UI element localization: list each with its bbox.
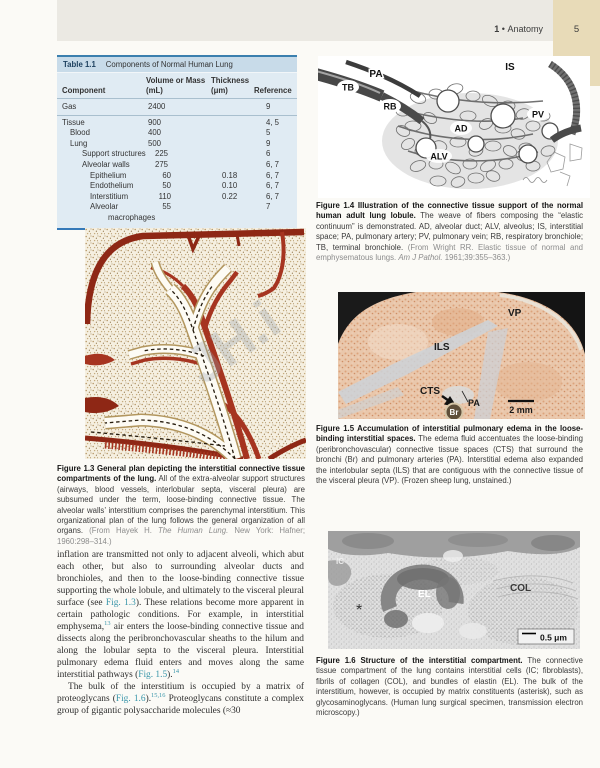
cell-component: Epithelium (90, 170, 127, 180)
cell-volume: 900 (148, 117, 162, 127)
figure-1-4-caption (316, 201, 583, 263)
cell-component: Support structures (82, 149, 146, 159)
figure-1-3-image (85, 228, 306, 464)
cell-volume: 60 (162, 170, 171, 180)
body-text-segment: ). These relations become more apparent in certain pathologic conditions. For example, in interstitial emphysema, (57, 598, 304, 632)
figure-number: Figure 1.6 (316, 656, 356, 665)
cell-thickness: 0.10 (222, 181, 238, 191)
table-body (57, 99, 297, 230)
table-row (57, 139, 297, 150)
label-cts: CTS (420, 386, 440, 397)
figure-number: Figure 1.3 (57, 464, 95, 473)
figure-title: Illustration of the connective tissue support of the normal human adult lung lobule. (316, 201, 583, 221)
cell-reference: 6 (266, 149, 271, 159)
table-label: Table 1.1 (63, 60, 96, 69)
cell-thickness: 0.18 (222, 170, 238, 180)
figure-1-5-image (338, 292, 585, 424)
col-header-volume-2: (mL) (146, 86, 163, 95)
cell-reference: 6, 7 (266, 159, 280, 169)
reference-link[interactable]: 15,16 (151, 691, 166, 699)
cell-reference: 9 (266, 138, 271, 148)
cell-reference: 6, 7 (266, 181, 280, 191)
figure-title: General plan depicting the interstitial connective tissue compartments of the lung. (57, 464, 306, 484)
paragraph (57, 549, 304, 681)
body-text-segment: inflation are transmitted not only to adjacent alveoli, which abut each other, but also to surrounding alveolar ducts and bronchioles, and then to the loose-binding connective tissue supporting the whole lobule, and ultimately to the visceral pleural surface (see (57, 550, 304, 608)
col-header-volume-1: Volume or Mass (146, 76, 206, 85)
table-1-1 (57, 55, 297, 230)
table-row (57, 160, 297, 171)
label-ad: AD (454, 123, 468, 134)
table-row (57, 149, 297, 160)
figure-caption-text: All of the extra-alveolar support structures (airways, blood vessels, interlobular septa, visceral pleura) are subsumed under the term, loose-binding connective tissue. The alveolar walls’ interstitium comprises the parenchymal interstitium. This organizational plan of the lung follows the general organization of all organs. (57, 474, 305, 536)
cell-volume: 110 (158, 191, 171, 201)
label-br: Br (449, 408, 459, 417)
label-alv: ALV (430, 151, 448, 162)
figure-title: Accumulation of interstitial pulmonary edema in the loose-binding interstitial spaces. (316, 424, 583, 444)
cell-component: Lung (70, 138, 88, 148)
scale-label: 0.5 μm (540, 632, 567, 643)
cell-reference: 4, 5 (266, 117, 280, 127)
label-asterisk: * (356, 602, 363, 619)
figure-source: (From Hayek H. (89, 526, 159, 536)
label-el: EL (418, 589, 431, 600)
cell-component: Alveolar walls (82, 159, 130, 169)
table-header-row (57, 72, 297, 99)
cell-reference: 9 (266, 102, 271, 111)
figure-title: Structure of the interstitial compartment. (360, 656, 523, 665)
cell-reference: 6, 7 (266, 191, 280, 201)
table-row (57, 128, 297, 139)
running-header-bar (57, 0, 553, 41)
figure-source-tail: New York: Hafner; 1960:298–314.) (57, 526, 305, 546)
figure-caption-text: The edema fluid accentuates the loose-binding (peribronchovascular) connective tissue spaces (CTS) that surround the bronchi (Br) and pulmonary arteries (PA). Interstitial edema also expanded the interlobular septa (ILS) that are contiguous with the connective tissue of the visceral pleura (VP). (Frozen sheep lung, unstained.) (316, 434, 583, 486)
body-text-segment: Proteoglycans constitute a complex group of gigantic polysaccharide molecules (≈30 (57, 694, 304, 716)
cell-component: Gas (62, 102, 77, 111)
section-title: Anatomy (507, 24, 543, 34)
figure-1-3-caption (57, 464, 305, 547)
chapter-number: 1 (494, 24, 500, 34)
cell-thickness: 0.22 (222, 191, 238, 201)
cell-component: Endothelium (90, 181, 134, 191)
cell-volume: 275 (155, 159, 169, 169)
watermark-text: JH.i (175, 289, 292, 396)
figure-number: Figure 1.5 (316, 424, 355, 433)
figure-1-4-image (318, 56, 590, 203)
figure-1-6-caption (316, 656, 583, 718)
body-text-segment: air enters the loose-binding connective tissue and dissects along the peribronchovascular sheaths to the hilum and along the lobular septa to the visceral pleura. Interstitial pulmonary edema fluid enters and moves along the same interstitial pathways ( (57, 622, 304, 680)
reference-link[interactable]: 14 (172, 667, 180, 675)
table-row (57, 102, 297, 116)
figure-1-6-image (328, 531, 580, 654)
label-ils: ILS (434, 342, 450, 353)
figure-source-tail: 1961;39:355–363.) (442, 253, 511, 263)
col-header-reference: Reference (254, 86, 292, 95)
scale-label: 2 mm (509, 405, 533, 415)
figure-link[interactable]: Fig. 1.5 (138, 670, 168, 680)
table-row (57, 192, 297, 203)
cell-volume: 500 (148, 138, 162, 148)
figure-source-italic: Am J Pathol. (398, 253, 443, 263)
label-pv: PV (531, 109, 545, 120)
cell-reference: 7 (266, 202, 271, 212)
body-text-segment: The bulk of the interstitium is occupied by a matrix of proteoglycans ( (57, 682, 304, 704)
figure-1-5-caption (316, 424, 583, 486)
label-vp: VP (508, 308, 522, 319)
cell-reference: 6, 7 (266, 170, 280, 180)
cell-component: Blood (70, 128, 90, 138)
table-title: Components of Normal Human Lung (105, 60, 233, 69)
label-pa: PA (369, 69, 383, 80)
header-bullet: • (501, 24, 505, 34)
label-is: IS (505, 62, 515, 73)
label-pa: PA (468, 398, 480, 408)
figure-source-italic: The Human Lung. (158, 526, 229, 536)
figure-link[interactable]: Fig. 1.6 (115, 694, 146, 704)
label-rb: RB (383, 101, 397, 112)
body-text (57, 549, 304, 717)
cell-volume: 50 (162, 181, 171, 191)
figure-source: (From Wright RR. Elastic tissue of normal and emphysematous lungs. (316, 242, 583, 263)
col-header-thickness-2: (μm) (211, 86, 228, 95)
figure-number: Figure 1.4 (316, 201, 355, 210)
cell-component: Alveolar macrophages (57, 202, 297, 223)
running-header (494, 24, 543, 34)
cell-component: Interstitium (90, 191, 129, 201)
label-tb: TB (342, 82, 354, 93)
table-row (57, 118, 297, 129)
page-number: 5 (573, 24, 580, 35)
table-row (57, 171, 297, 182)
cell-volume: 2400 (148, 102, 166, 111)
cell-volume: 400 (148, 128, 162, 138)
cell-component-line2: macrophages (108, 212, 156, 222)
label-col: COL (510, 583, 532, 594)
col-header-thickness-1: Thickness (211, 76, 250, 85)
table-row (57, 202, 297, 223)
cell-volume: 225 (155, 149, 169, 159)
table-row (57, 181, 297, 192)
figure-caption-text: The weave of fibers composing the “elastic continuum” is demonstrated. AD, alveolar duct; ALV, alveolus; IS, interstitial space; PA, pulmonary artery; PV, pulmonary vein; RB, respiratory bronchiole; TB, terminal bronchiole. (316, 211, 583, 252)
cell-volume: 55 (162, 202, 171, 212)
body-text-segment: ). (167, 670, 173, 680)
figure-caption-text: The connective tissue compartment of the lung contains interstitial cells (IC; fibroblasts), fibrils of collagen (COL), and bundles of elastin (EL). The bulk of the interstitium, however, is occupied by matrix constituents (asterisk), such as glycosaminoglycans. (Human lung surgical specimen, transmission electron microscopy.) (316, 656, 583, 718)
paragraph (57, 681, 304, 717)
label-ic: IC (336, 557, 344, 566)
figure-link[interactable]: Fig. 1.3 (105, 598, 136, 608)
cell-component: Tissue (62, 117, 85, 127)
col-header-component: Component (62, 86, 106, 95)
reference-link[interactable]: 13 (104, 619, 111, 627)
table-title-bar (57, 55, 297, 72)
cell-reference: 5 (266, 128, 271, 138)
body-text-segment: ). (145, 694, 152, 704)
